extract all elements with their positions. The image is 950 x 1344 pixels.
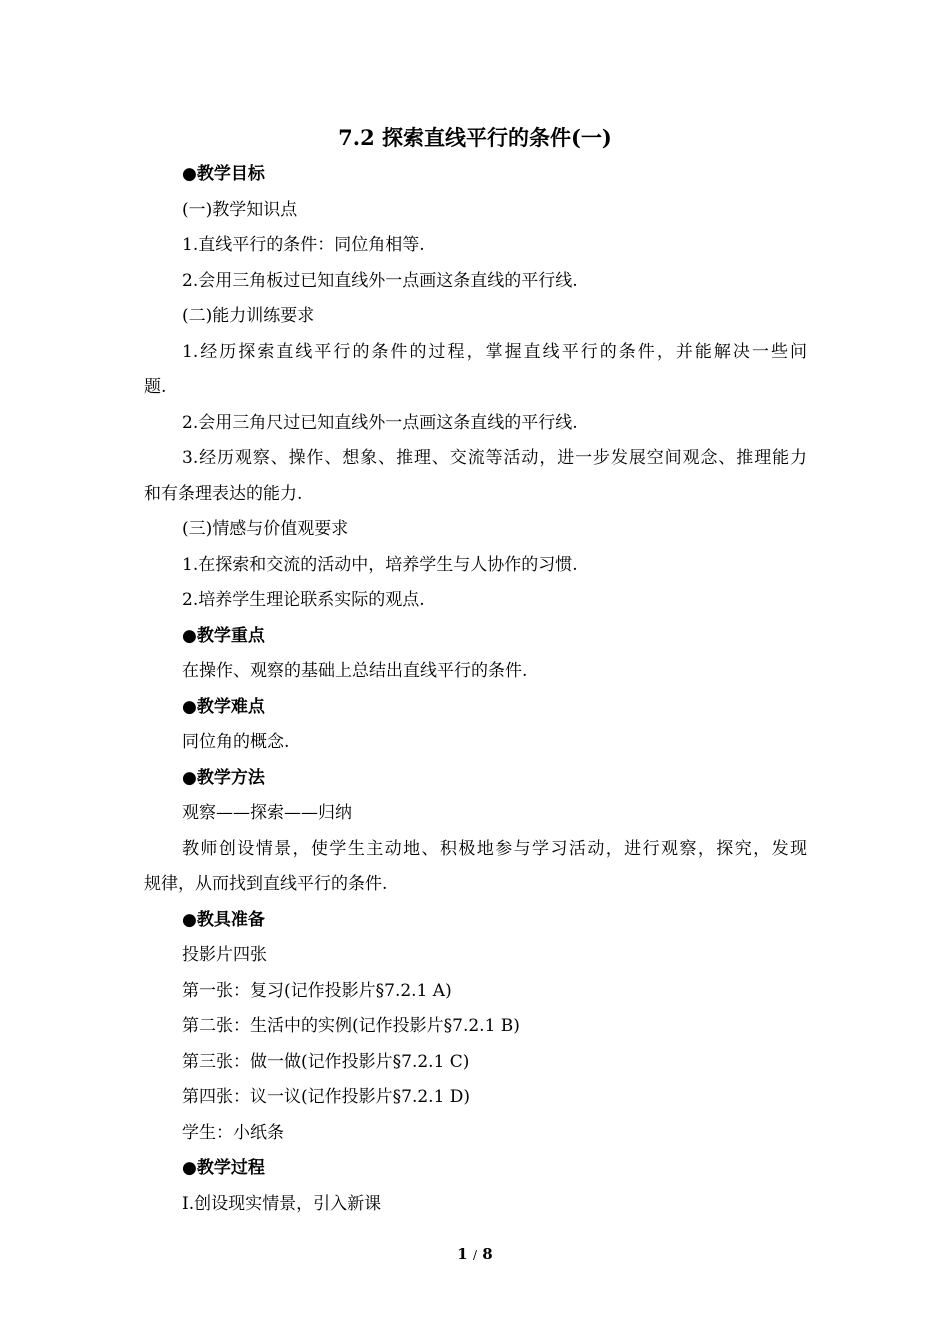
paragraph-continuation: 和有条理表达的能力. <box>144 483 303 504</box>
paragraph: 3.经历观察、操作、想象、推理、交流等活动，进一步发展空间观念、推理能力 <box>182 448 807 468</box>
section-heading-materials: ●教具准备 <box>182 909 265 930</box>
section-heading-methods: ●教学方法 <box>182 767 265 788</box>
section-heading-objectives: ●教学目标 <box>182 164 265 184</box>
list-item: 第二张：生活中的实例(记作投影片§7.2.1 B) <box>182 1016 520 1036</box>
list-item: 第一张：复习(记作投影片§7.2.1 A) <box>182 980 452 1001</box>
paragraph: 学生：小纸条 <box>182 1122 284 1143</box>
paragraph: 2.会用三角板过已知直线外一点画这条直线的平行线. <box>182 270 578 291</box>
paragraph: 在操作、观察的基础上总结出直线平行的条件. <box>182 661 528 681</box>
list-item: 第四张：议一议(记作投影片§7.2.1 D) <box>182 1087 471 1107</box>
paragraph: 2.会用三角尺过已知直线外一点画这条直线的平行线. <box>182 412 578 433</box>
paragraph: 1.直线平行的条件：同位角相等. <box>182 235 425 255</box>
section-heading-key-points: ●教学重点 <box>182 625 265 646</box>
section-heading-process: ●教学过程 <box>182 1158 265 1178</box>
paragraph: 2.培养学生理论联系实际的观点. <box>182 590 425 610</box>
subsection-knowledge: (一)教学知识点 <box>182 199 298 220</box>
paragraph: 教师创设情景，使学生主动地、积极地参与学习活动，进行观察，探究，发现 <box>182 838 807 859</box>
subsection-ability: (二)能力训练要求 <box>182 306 315 326</box>
total-pages: 8 <box>482 1245 493 1263</box>
page-separator: / <box>472 1248 478 1262</box>
current-page: 1 <box>457 1245 468 1263</box>
document-title: 7.2 探索直线平行的条件(一) <box>338 125 612 150</box>
paragraph: 观察——探索——归纳 <box>182 803 352 823</box>
paragraph: Ⅰ.创设现实情景，引入新课 <box>182 1193 382 1214</box>
paragraph-continuation: 规律，从而找到直线平行的条件. <box>144 874 388 894</box>
paragraph: 1.在探索和交流的活动中，培养学生与人协作的习惯. <box>182 554 578 575</box>
paragraph-continuation: 题. <box>144 377 167 397</box>
list-item: 第三张：做一做(记作投影片§7.2.1 C) <box>182 1051 470 1072</box>
paragraph: 1.经历探索直线平行的条件的过程，掌握直线平行的条件，并能解决一些问 <box>182 341 807 362</box>
paragraph: 同位角的概念. <box>182 732 290 752</box>
section-heading-difficulties: ●教学难点 <box>182 696 265 717</box>
page-number <box>0 1244 950 1265</box>
subsection-values: (三)情感与价值观要求 <box>182 519 349 539</box>
paragraph: 投影片四张 <box>182 945 267 965</box>
document-body <box>144 157 807 1222</box>
